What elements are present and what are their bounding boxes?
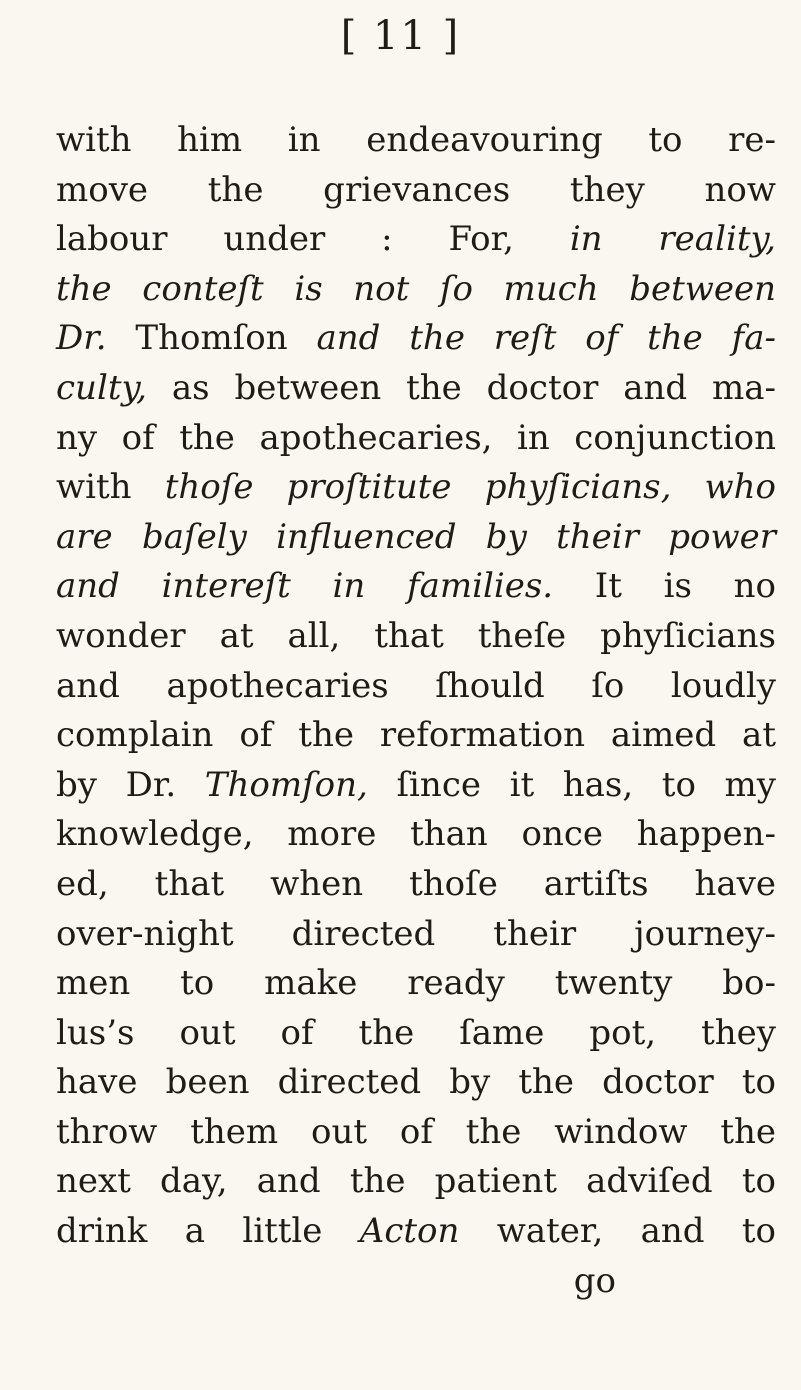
italic-text: thoſe proſtitute phyſicians, who xyxy=(164,467,776,508)
text-line xyxy=(56,910,776,960)
roman-text: ed, that when thoſe artiſts have xyxy=(56,863,776,904)
roman-text: over-night directed their journey- xyxy=(56,913,776,954)
page-number: [ 11 ] xyxy=(340,13,461,59)
text-line xyxy=(56,1058,776,1108)
roman-text: have been directed by the doctor to xyxy=(56,1062,776,1103)
italic-text: Acton xyxy=(359,1211,497,1252)
roman-text: ſince it has, to my xyxy=(396,764,776,805)
roman-text: It is no xyxy=(594,566,776,607)
text-line xyxy=(56,810,776,860)
roman-text: by Dr. xyxy=(56,764,205,805)
roman-text: wonder at all, that theſe phyſicians xyxy=(56,615,776,656)
text-line xyxy=(56,1207,776,1257)
roman-text: ny of the apothecaries, in conjunction xyxy=(56,417,776,458)
roman-text: with xyxy=(56,467,165,508)
text-line xyxy=(56,959,776,1009)
text-line xyxy=(56,1157,776,1207)
text-line xyxy=(56,562,776,612)
text-line xyxy=(56,860,776,910)
roman-text: and apothecaries ſhould ſo loudly xyxy=(56,665,776,706)
roman-text: go xyxy=(573,1260,616,1301)
roman-text: Thomſon xyxy=(135,318,317,359)
text-line xyxy=(56,265,776,315)
roman-text: move the grievances they now xyxy=(56,169,776,210)
roman-text: as between the doctor and ma- xyxy=(171,367,776,408)
text-line xyxy=(56,463,776,513)
roman-text: with him in endeavouring to re- xyxy=(56,120,776,160)
text-line xyxy=(56,1257,776,1307)
roman-text: next day, and the patient adviſed to xyxy=(56,1161,776,1202)
italic-text: the conteſt is not ſo much between xyxy=(56,268,776,309)
text-line xyxy=(56,513,776,563)
roman-text: water, and to xyxy=(496,1211,777,1252)
italic-text: and the reſt of the fa- xyxy=(316,318,776,359)
italic-text: are baſely influenced by their power xyxy=(56,516,776,557)
roman-text: drink a little xyxy=(56,1211,360,1252)
roman-text: throw them out of the window the xyxy=(56,1111,776,1152)
text-line xyxy=(56,414,776,464)
text-line xyxy=(56,314,776,364)
text-line xyxy=(56,215,776,265)
roman-text: labour under : For, xyxy=(56,219,570,260)
italic-text: culty, xyxy=(56,367,172,408)
body-text xyxy=(56,116,776,1306)
roman-text: complain of the reformation aimed at xyxy=(56,715,776,756)
text-line xyxy=(56,1108,776,1158)
italic-text: Thomſon, xyxy=(204,764,397,805)
roman-text: lus’s out of the ſame pot, they xyxy=(56,1012,776,1053)
text-line xyxy=(56,761,776,811)
italic-text: and intereſt in families. xyxy=(56,566,595,607)
italic-text: Dr. xyxy=(56,318,136,359)
text-line xyxy=(56,116,776,166)
roman-text: knowledge, more than once happen- xyxy=(56,814,776,855)
text-line xyxy=(56,711,776,761)
text-line xyxy=(56,612,776,662)
text-line xyxy=(56,364,776,414)
roman-text: men to make ready twenty bo- xyxy=(56,963,776,1004)
text-line xyxy=(56,662,776,712)
italic-text: in reality, xyxy=(569,219,776,260)
text-line xyxy=(56,166,776,216)
text-line xyxy=(56,1009,776,1059)
